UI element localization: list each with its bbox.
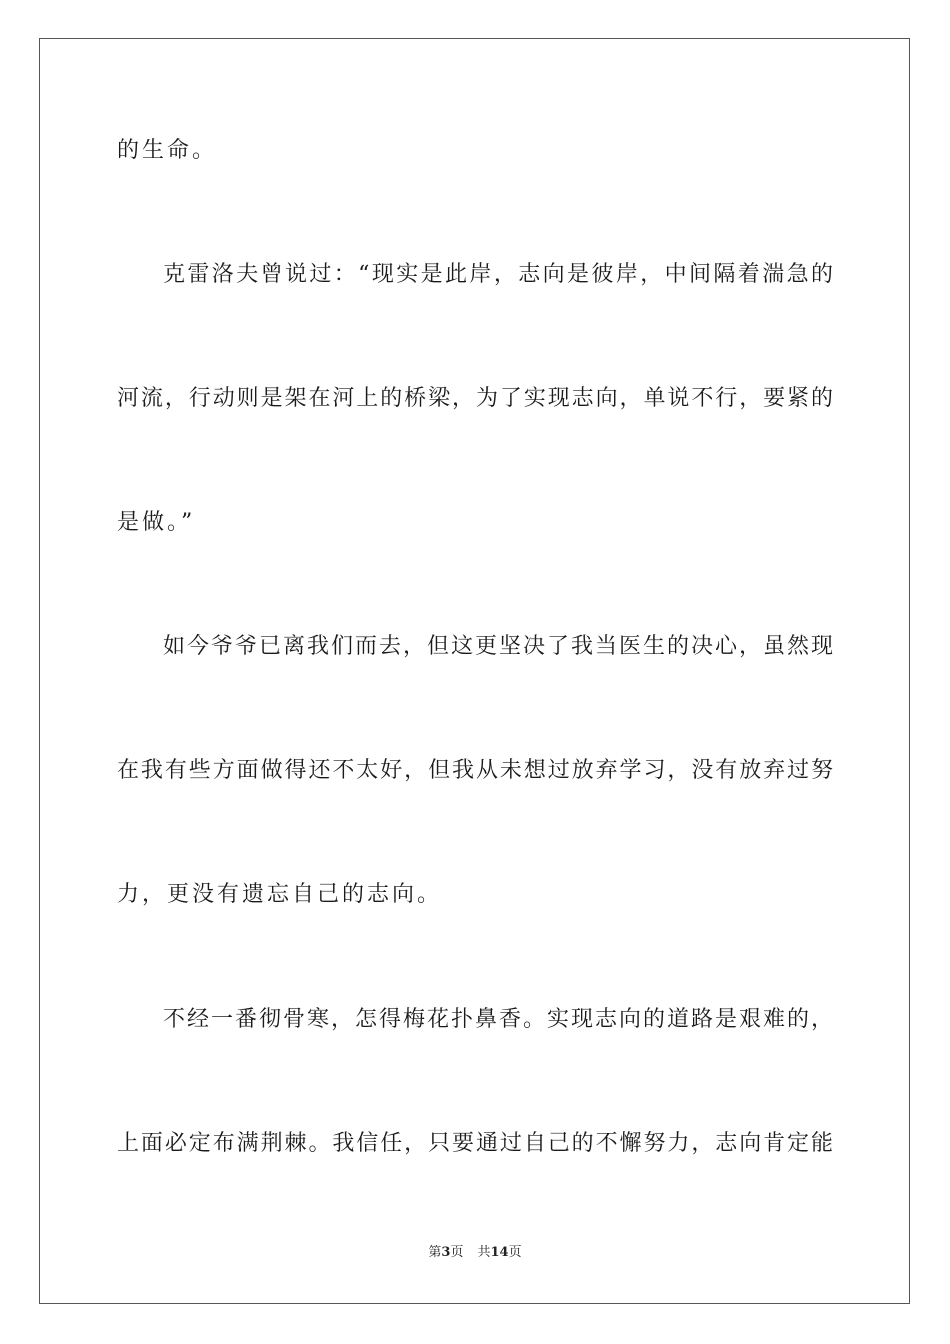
text-line-4: 是做。” — [117, 510, 196, 535]
text-line-7: 力，更没有遗忘自己的志向。 — [117, 882, 443, 907]
text-line-6: 在我有些方面做得还不太好，但我从未想过放弃学习，没有放弃过努 — [117, 758, 833, 783]
footer-total-suffix: 页 — [508, 1245, 522, 1260]
text-line-2: 克雷洛夫曾说过：“现实是此岸，志向是彼岸，中间隔着湍急的 — [163, 262, 833, 287]
text-line-8: 不经一番彻骨寒，怎得梅花扑鼻香。实现志向的道路是艰难的， — [163, 1007, 833, 1032]
footer-total-pages: 14 — [490, 1245, 509, 1260]
footer-total-prefix: 共 — [477, 1245, 491, 1260]
footer-page-prefix: 第 — [428, 1245, 442, 1260]
page-footer — [0, 1245, 950, 1261]
text-line-5: 如今爷爷已离我们而去，但这更坚决了我当医生的决心，虽然现 — [163, 634, 833, 659]
footer-page-number: 3 — [441, 1245, 451, 1260]
footer-page-suffix: 页 — [450, 1245, 464, 1260]
text-line-3: 河流，行动则是架在河上的桥梁，为了实现志向，单说不行，要紧的 — [117, 386, 833, 411]
text-line-9: 上面必定布满荆棘。我信任，只要通过自己的不懈努力，志向肯定能 — [117, 1131, 833, 1156]
page-frame — [39, 38, 910, 1304]
text-line-1: 的生命。 — [117, 138, 218, 163]
